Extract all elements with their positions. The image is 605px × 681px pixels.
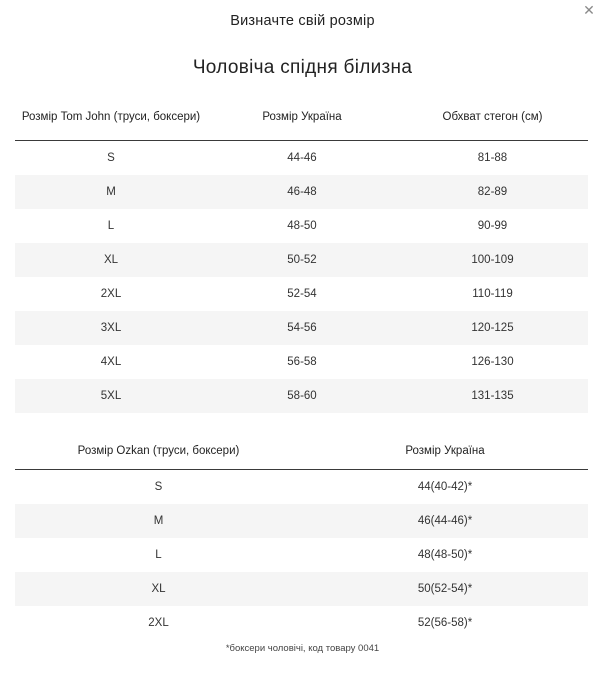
- table-cell: S: [154, 481, 163, 493]
- table-cell: 44-46: [287, 152, 317, 164]
- table-cell: 56-58: [287, 356, 317, 368]
- table-row: [15, 209, 588, 243]
- table-row: [15, 504, 588, 538]
- close-icon[interactable]: ✕: [583, 2, 595, 18]
- modal-title: Визначте свій розмір: [230, 13, 375, 29]
- table-row: [15, 243, 588, 277]
- footnote: *боксери чоловічі, код товару 0041: [225, 643, 380, 654]
- table-row: [15, 572, 588, 606]
- table-cell: L: [155, 549, 162, 561]
- table-header-row: [15, 433, 588, 470]
- table-cell: 2XL: [148, 617, 169, 629]
- table-row: [15, 470, 588, 505]
- table-cell: 131-135: [397, 379, 588, 413]
- table-cell: 44(40-42)*: [417, 481, 473, 493]
- table-cell: 46-48: [207, 175, 397, 209]
- table-cell: 54-56: [207, 311, 397, 345]
- table-cell: XL: [15, 572, 302, 606]
- table-cell: 52(56-58)*: [417, 617, 473, 629]
- table-cell: 58-60: [207, 379, 397, 413]
- table-cell: S: [107, 152, 115, 164]
- table-row: [15, 606, 588, 640]
- column-header: Обхват стегон (см): [397, 95, 588, 141]
- table-row: [15, 538, 588, 572]
- table-cell: 81-88: [477, 152, 508, 164]
- table-cell: XL: [15, 243, 207, 277]
- table-cell: 50-52: [207, 243, 397, 277]
- section-title: Чоловіча спідня білизна: [192, 57, 413, 78]
- table-row: [15, 277, 588, 311]
- table-cell: 48-50: [287, 220, 317, 232]
- table-cell: 48(48-50)*: [417, 549, 473, 561]
- table-row: [15, 141, 588, 176]
- table-cell: 4XL: [100, 356, 122, 368]
- table-cell: 82-89: [397, 175, 588, 209]
- table-cell: 2XL: [100, 288, 122, 300]
- column-header: Розмір Ozkan (труси, боксери): [15, 433, 302, 470]
- table-cell: M: [15, 175, 207, 209]
- table-cell: 5XL: [15, 379, 207, 413]
- table-cell: L: [107, 220, 115, 232]
- table-row: [15, 345, 588, 379]
- table-cell: 90-99: [477, 220, 508, 232]
- table-row: [15, 379, 588, 413]
- table-row: [15, 175, 588, 209]
- ozkan-size-table: [15, 433, 588, 640]
- table-cell: 110-119: [472, 288, 513, 300]
- table-cell: 120-125: [397, 311, 588, 345]
- table-row: [15, 311, 588, 345]
- column-header: Розмір Україна: [302, 433, 588, 470]
- table-header-row: [15, 95, 588, 141]
- table-cell: M: [15, 504, 302, 538]
- table-cell: 52-54: [287, 288, 317, 300]
- column-header: Розмір Tom John (труси, боксери): [15, 95, 207, 141]
- table-cell: 100-109: [397, 243, 588, 277]
- column-header: Розмір Україна: [207, 95, 397, 141]
- tomjohn-size-table: [15, 95, 588, 413]
- table-cell: 50(52-54)*: [302, 572, 588, 606]
- table-cell: 3XL: [15, 311, 207, 345]
- table-cell: 46(44-46)*: [302, 504, 588, 538]
- table-cell: 126-130: [471, 356, 514, 368]
